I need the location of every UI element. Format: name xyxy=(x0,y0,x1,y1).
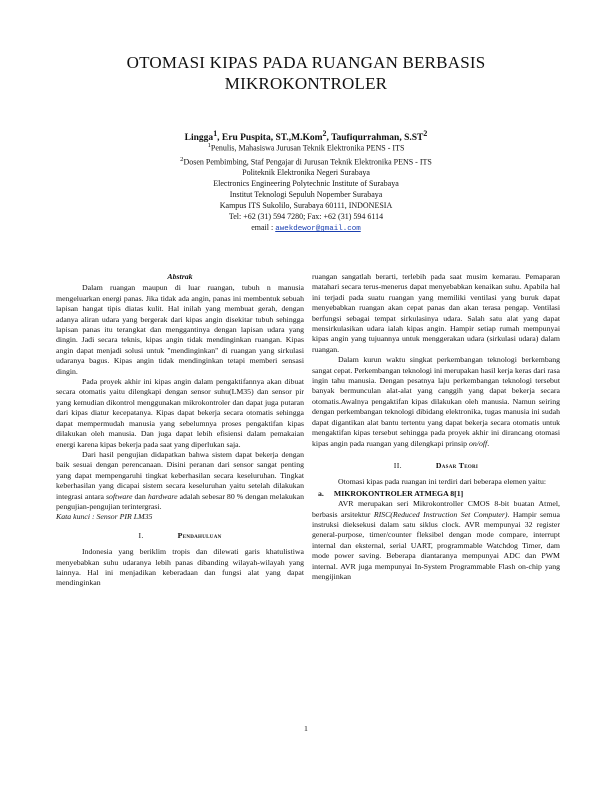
title-line-1: OTOMASI KIPAS PADA RUANGAN BERBASIS xyxy=(126,53,486,72)
author-2: , Eru Puspita, ST.,M.Kom xyxy=(217,133,323,144)
affiliation-sup: 2 xyxy=(180,155,184,163)
abstract-italic-hardware: hardware xyxy=(147,491,178,501)
intro-text: Dalam kurun waktu singkat perkembangan teknologi berkembang sangat cepat. Perkembangan teknologi ini merupakan hasil kerja keras dari rasa ingin tahu manusia. Dengan pesatnya laju perkembangan teknologi tersebut banyak bermunculan alat-alat yang canggih yang dapat bekerja secara otomatis.Awalnya pengaktifan kipas dilakukan oleh manusia. Namun seiring dengan perkembangan teknologi dibidang elektronika, tugas manusia ini sudah dapat digantikan alat bantu tertentu yang dapat bekerja secara otomatis untuk mengaktifan kipas tersebut sehingga pada proyek akhir ini dirancang otomasi kipas angin pada ruangan yang dilengkapi prinsip xyxy=(312,355,560,448)
title-line-2: MIKROKONTROLER xyxy=(224,74,388,93)
affiliation-line: Kampus ITS Sukolilo, Surabaya 60111, INDONESIA xyxy=(219,201,393,211)
affiliation-text: Dosen Pembimbing, Staf Pengajar di Jurusan Teknik Elektronika PENS - ITS xyxy=(183,157,432,167)
section-title: Dasar Teori xyxy=(435,460,479,470)
abstract-text: adalah sebesar 80 % dengan melakukan pengujian-pengujian terintergrasi. xyxy=(56,491,305,511)
abstract-paragraph-3 xyxy=(56,450,304,512)
abstract-text: Dari hasil pengujian didapatkan bahwa sistem dapat bekerja dengan baik sesuai dengan perencanaan. Disini peranan dari sensor sangat penting yang dapat mempengaruhi tingkat keberhasilan secara keseluruhan. Tingkat keberhasilan yang dicapai sistem secara keseluruhan yaitu setelah dilakukan integrasi antara xyxy=(56,449,304,501)
abstract-italic-software: software xyxy=(105,491,133,501)
affiliation-text: Penulis, Mahasiswa Jurusan Teknik Elektronika PENS - ITS xyxy=(210,143,405,153)
author-2-sup: 2 xyxy=(322,129,327,138)
intro-paragraph-2 xyxy=(312,355,560,449)
affiliation-line: Electronics Engineering Polytechnic Institute of Surabaya xyxy=(213,179,399,189)
section-number: I. xyxy=(138,530,144,540)
section-title: Pendahuluan xyxy=(177,530,222,540)
theory-paragraph-2 xyxy=(312,499,560,582)
affiliation-sup: 1 xyxy=(207,142,211,149)
intro-italic-onoff: on/off xyxy=(468,438,488,448)
affiliation-line: Tel: +62 (31) 594 7280; Fax: +62 (31) 594 6114 xyxy=(228,212,384,222)
subsection-title: MIKROKONTROLER ATMEGA 8[1] xyxy=(333,488,464,498)
theory-text: . Hampir semua instruksi dieksekusi dalam satu siklus clock. AVR mempunyai 32 register general-purpose, timer/counter fleksibel dengan mode compare, interrupt internal dan eksternal, serial UART, programmable Watchdog Timer, dam mode power saving. Beberapa diantaranya mempunyai ADC dan PWM internal. AVR juga mempunyai In-System Programmable Flash on-chip yang mengijinkan xyxy=(312,509,560,581)
affiliation-line: Politeknik Elektronika Negeri Surabaya xyxy=(242,168,370,178)
intro-paragraph-1: Indonesia yang beriklim tropis dan dilewati garis khatulistiwa menyebabkan suhu udaranya lebih panas dibanding wilayah-wilayah yang lainnya. Hal ini menjadikan keberadaan dan fungsi alat yang dapat mendinginkan xyxy=(56,547,304,588)
paper-title xyxy=(0,52,612,94)
affiliation-line: Institut Teknologi Sepuluh Nopember Surabaya xyxy=(229,190,383,200)
abstract-text: dan xyxy=(132,491,148,501)
intro-text: . xyxy=(487,438,490,448)
email-link[interactable]: awekdewor@gmail.com xyxy=(275,225,361,234)
theory-italic-risc: RISC(Reduced Instruction Set Computer) xyxy=(373,509,508,519)
abstract-heading: Abstrak xyxy=(167,272,193,281)
section-heading-2 xyxy=(312,461,560,471)
subsection-letter: a. xyxy=(318,488,324,498)
theory-paragraph-1: Otomasi kipas pada ruangan ini terdiri dari beberapa elemen yaitu: xyxy=(338,477,547,487)
author-3: , Taufiqurrahman, S.ST xyxy=(326,133,424,144)
page-number: 1 xyxy=(304,724,308,733)
affiliation-line xyxy=(0,140,612,154)
keywords: Kata kunci : Sensor PIR LM35 xyxy=(56,512,153,522)
section-heading-1 xyxy=(56,531,304,541)
abstract-paragraph-1: Dalam ruangan maupun di luar ruangan, tubuh n manusia mengeluarkan energi panas. Jika tidak ada angin, panas ini membentuk sebuah lapisan hangat tipis diatas kulit. Hal inilah yang membuat gerah, dengan adanya aliran udara yang bergerak dari kipas angin disekitar tubuh sehingga lapisan panas itu terangkat dan menggantinya dengan lapisan udara yang dingin. Jadi secara teknis, kipas angin tidak mendinginkan ruangan. Kipas angin dapat menjadi solusi untuk "mendinginkan" di ruangan yang sirkulasi udaranya bagus. Kipas angin tidak mendinginkan tetapi memberi sensasi dingin. xyxy=(56,283,304,376)
affiliation-block xyxy=(0,140,612,235)
intro-paragraph-cont: ruangan sangatlah berarti, terlebih pada saat musim kemarau. Pemaparan matahari secara terus-menerus dapat menyebabkan kenaikan suhu. Apabila hal ini terjadi pada suatu ruangan yang memiliki ventilasi yang buruk dapat menyebabkan ruangan akan cepat panas dan akan terasa pengap. Ventilasi berfungsi sebagai tempat sirkulasinya udara. Salah satu alat yang dapat mensirkulasikan udara ialah kipas angin. Hampir setiap rumah mempunyai kipas angin yang tujuannya untuk menggerakan udara (sirkulasi udara) dalam ruangan. xyxy=(312,272,560,354)
section-number: II. xyxy=(393,460,402,470)
author-1-sup: 1 xyxy=(213,129,218,138)
email-label: email : xyxy=(251,223,274,233)
author-1: Lingga xyxy=(184,133,214,144)
theory-text: AVR merupakan seri Mikrokontroller CMOS 8-bit buatan Atmel, berbasis arsitektur xyxy=(312,499,560,519)
subsection-heading-a xyxy=(318,489,560,499)
abstract-paragraph-2: Pada proyek akhir ini kipas angin dalam pengaktifannya akan dibuat secara otomatis yaitu dilengkapi dengan sensor suhu(LM35) dan sensor pir yang kemudian dikontrol menggunakan mikrokontroler dan dapat juga putaran dari kipas diatur kecepatanya. Kipas dapat bekerja secara otomatis sehingga dapat mempermudah manusia yang sebelumnya proses pengaktifan kipas dilakukan oleh manusia. Dan juga dapat lebih efisiensi dalam pemakaian energi karena kipas bekerja pada saat yang diperlukan saja. xyxy=(56,377,304,449)
right-column xyxy=(312,272,560,582)
affiliation-line xyxy=(0,154,612,168)
left-column xyxy=(56,272,304,589)
email-line xyxy=(0,222,612,235)
author-3-sup: 2 xyxy=(423,129,428,138)
